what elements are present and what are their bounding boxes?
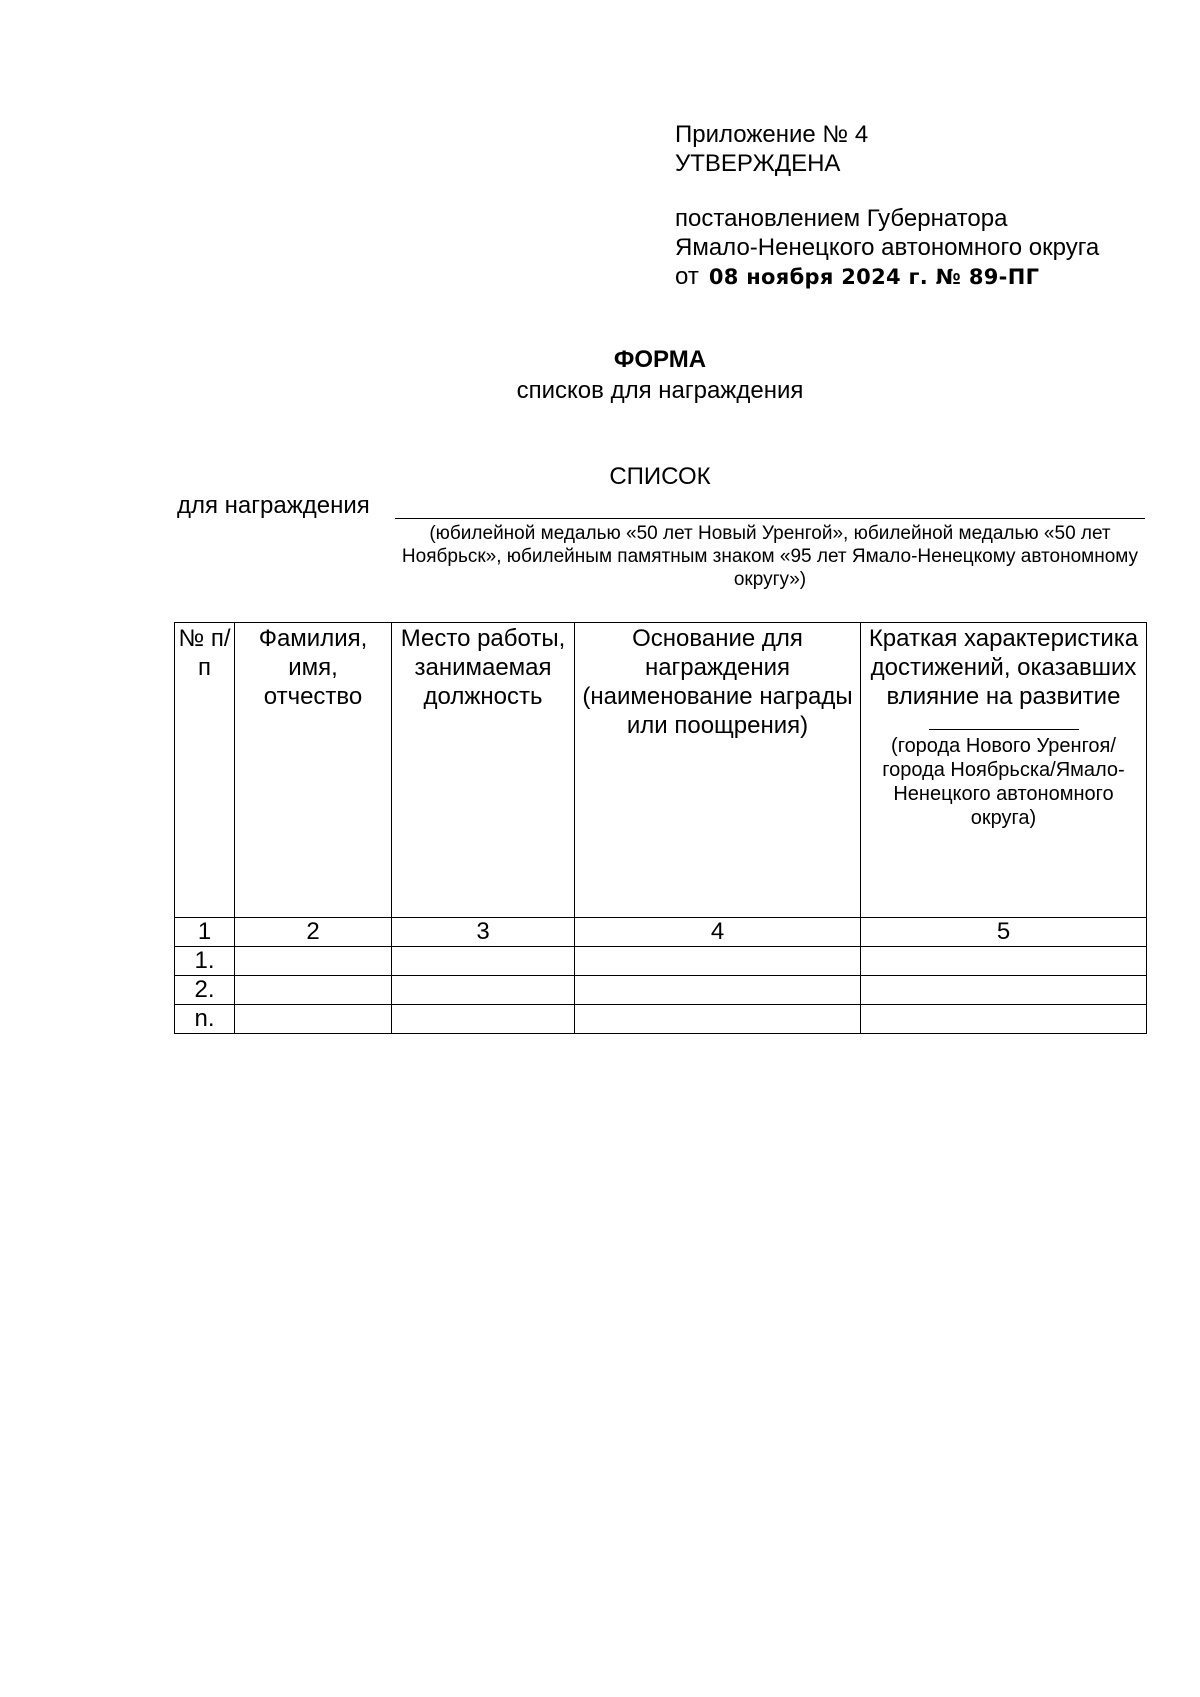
row-cell: [861, 947, 1147, 976]
form-title: ФОРМА: [613, 346, 707, 373]
row-cell: [235, 947, 392, 976]
row-cell: [392, 1005, 575, 1034]
table-row: [175, 976, 1147, 1005]
row-cell: [235, 1005, 392, 1034]
row-cell: [575, 947, 861, 976]
table-row: [175, 1005, 1147, 1034]
row-cell: [575, 1005, 861, 1034]
header-number: № п/п: [175, 623, 235, 918]
decree-line-2: Ямало-Ненецкого автономного округа: [675, 234, 1100, 261]
decree-date-line: [675, 262, 1175, 292]
award-note: (юбилейной медалью «50 лет Новый Уренгой», юбилейной медалью «50 лет Ноябрьск», юбилейным памятным знаком «95 лет Ямало-Ненецкому автономному округу»): [401, 523, 1139, 590]
row-cell: [575, 976, 861, 1005]
row-cell: [392, 976, 575, 1005]
header-achievements: [861, 623, 1147, 918]
table-header-row: [175, 623, 1147, 918]
header-full-name: Фамилия, имя, отчество: [235, 623, 392, 918]
appendix-block: [675, 120, 1175, 292]
award-label: для награждения: [177, 492, 370, 519]
form-subtitle: списков для награждения: [516, 377, 804, 404]
column-number: 4: [575, 918, 861, 947]
column-number: 1: [175, 918, 235, 947]
row-cell: [861, 1005, 1147, 1034]
decree-line-1: постановлением Губернатора: [675, 205, 1008, 232]
row-cell: [235, 976, 392, 1005]
row-cell: [392, 947, 575, 976]
achievements-blank-line: [929, 717, 1079, 730]
row-number: 1.: [175, 947, 235, 976]
column-number: 2: [235, 918, 392, 947]
approved-label: УТВЕРЖДЕНА: [675, 150, 841, 177]
appendix-number: Приложение № 4: [675, 121, 869, 148]
header-award-basis: Основание для награждения (наименование награды или поощрения): [575, 623, 861, 918]
award-table: [174, 622, 1147, 1034]
column-number: 3: [392, 918, 575, 947]
decree-date: 08 ноября 2024 г. № 89-ПГ: [708, 265, 1040, 289]
header-workplace: Место работы, занимаемая должность: [392, 623, 575, 918]
row-number: 2.: [175, 976, 235, 1005]
date-prefix: от: [675, 263, 699, 290]
award-blank-line: [395, 518, 1145, 519]
row-number: n.: [175, 1005, 235, 1034]
table-row: [175, 947, 1147, 976]
header-achievements-note: (города Нового Уренгоя/города Ноябрьска/Ямало-Ненецкого автономного округа): [882, 735, 1125, 829]
column-numbers-row: [175, 918, 1147, 947]
list-title: СПИСОК: [609, 463, 711, 490]
row-cell: [861, 976, 1147, 1005]
column-number: 5: [861, 918, 1147, 947]
header-achievements-label: Краткая характеристика достижений, оказавших влияние на развитие: [868, 625, 1139, 710]
